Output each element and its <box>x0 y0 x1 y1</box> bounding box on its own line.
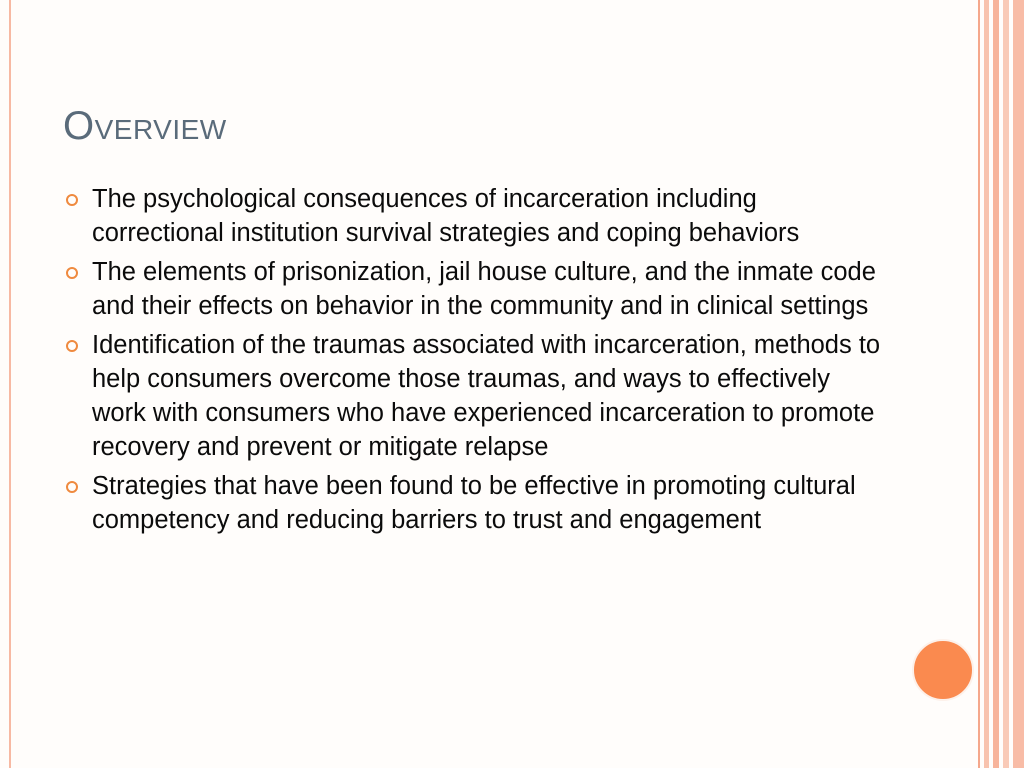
bullet-circle-icon <box>66 340 78 352</box>
decorative-circle <box>912 639 974 701</box>
bullet-circle-icon <box>66 481 78 493</box>
decorative-stripe <box>984 0 989 768</box>
bullet-text: Identification of the traumas associated with incarceration, methods to help consumers overcome those traumas, and ways to effectively work with consumers who have experienced incarceration to promote recovery and prevent or mitigate relapse <box>92 331 881 461</box>
bullet-circle-icon <box>66 267 78 279</box>
decorative-stripe <box>1003 0 1009 768</box>
decorative-stripe <box>993 0 999 768</box>
bullet-item <box>62 469 882 537</box>
bullet-circle-icon <box>66 194 78 206</box>
slide-title: Overview <box>63 104 227 148</box>
bullet-text: The psychological consequences of incarceration including correctional institution survival strategies and coping behaviors <box>92 185 800 247</box>
bullet-item <box>62 255 882 323</box>
bullet-item <box>62 328 882 464</box>
decorative-stripe <box>978 0 980 768</box>
bullet-item <box>62 182 882 250</box>
decorative-stripe <box>1013 0 1024 768</box>
bullet-text: The elements of prisonization, jail house culture, and the inmate code and their effects on behavior in the community and in clinical settings <box>92 258 876 320</box>
bullet-text: Strategies that have been found to be effective in promoting cultural competency and reducing barriers to trust and engagement <box>92 472 856 534</box>
left-border-line <box>9 0 11 768</box>
bullet-list <box>62 182 882 542</box>
